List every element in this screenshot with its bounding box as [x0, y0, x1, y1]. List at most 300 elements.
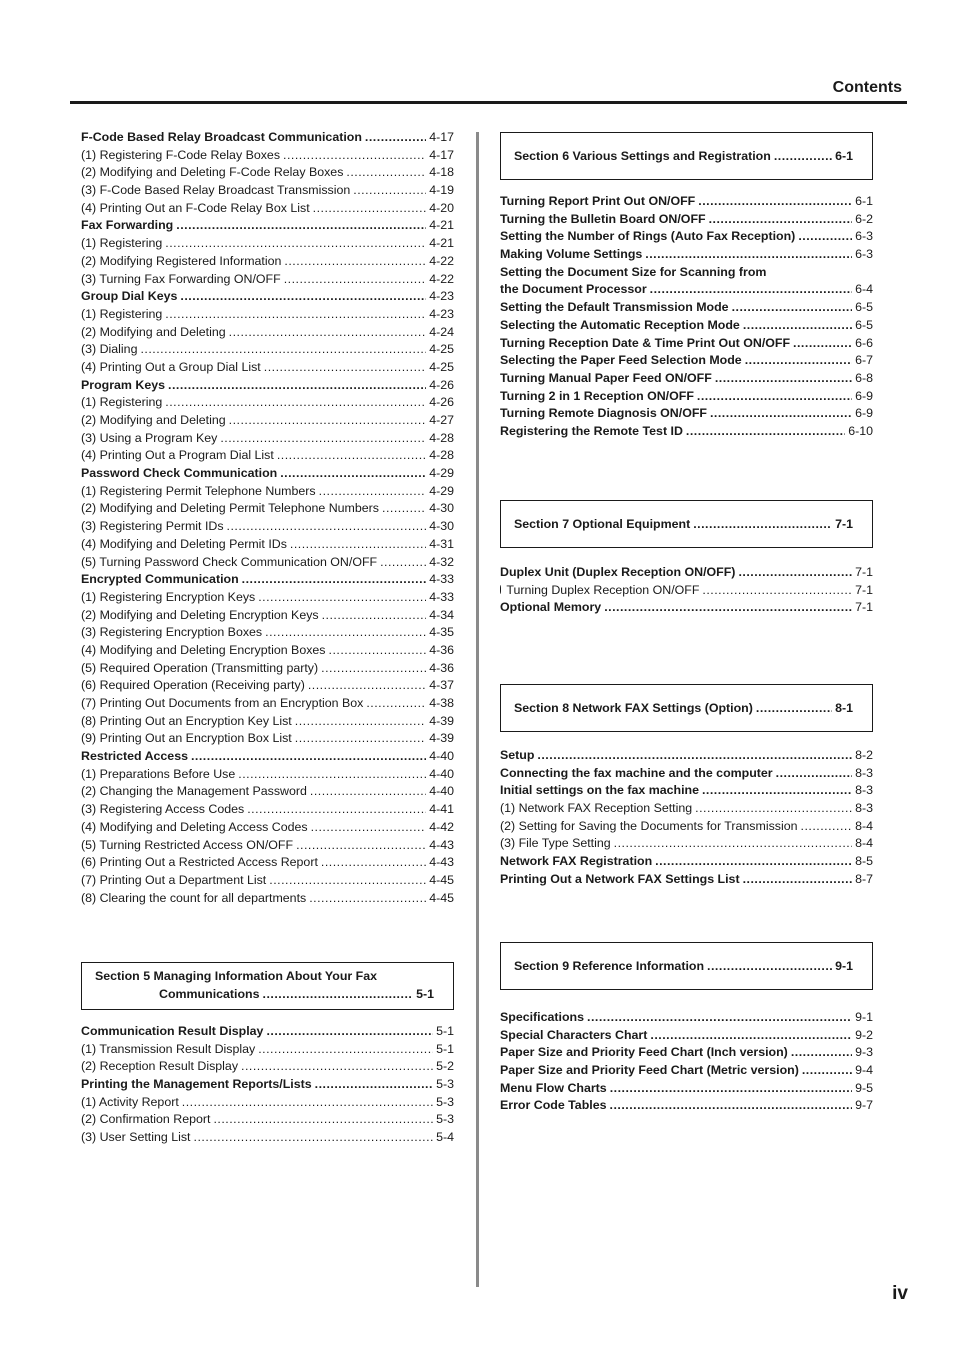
toc-entry[interactable] [81, 378, 454, 396]
toc-entry[interactable] [500, 801, 873, 819]
header-rule [70, 101, 907, 104]
dot-leader [791, 1045, 852, 1059]
toc-entry-label: (3) Registering Access Codes [81, 802, 245, 817]
toc-entry[interactable] [500, 424, 873, 442]
toc-entry-page: 8-4 [855, 818, 873, 833]
toc-entry[interactable] [500, 229, 873, 247]
dot-leader [247, 802, 426, 816]
toc-entry[interactable] [81, 802, 454, 820]
toc-entry-page: 8-2 [855, 748, 873, 762]
toc-entry[interactable] [81, 784, 454, 802]
dot-leader [180, 289, 426, 303]
bullet-icon [500, 585, 501, 594]
section-7-label: Section 7 Optional Equipment [514, 517, 691, 531]
dot-leader [650, 1028, 852, 1042]
dot-leader [220, 431, 426, 445]
toc-entry-label: (4) Modifying and Deleting Permit IDs [81, 536, 287, 551]
toc-entry-page: 4-32 [429, 554, 454, 569]
toc-entry[interactable] [500, 783, 873, 801]
dot-leader [382, 501, 426, 515]
toc-entry[interactable] [81, 1095, 454, 1113]
toc-entry-page: 8-5 [855, 854, 873, 869]
toc-entry-label: (2) Modifying and Deleting [81, 324, 226, 339]
toc-entry-label: Selecting the Paper Feed Selection Mode [500, 353, 742, 368]
toc-entry-page: 4-41 [429, 802, 454, 817]
toc-entry-page: 4-29 [429, 483, 454, 498]
toc-entry-label: (1) Registering [81, 306, 163, 321]
dot-leader [802, 1063, 852, 1077]
toc-entry-label: (2) Modifying Registered Information [81, 253, 282, 268]
toc-entry[interactable] [81, 731, 454, 749]
dot-leader [537, 748, 852, 762]
toc-entry[interactable] [81, 413, 454, 431]
toc-entry-page: 6-2 [855, 211, 873, 226]
section-9-page: 9-1 [835, 959, 853, 973]
dot-leader [774, 149, 832, 163]
toc-entry[interactable] [500, 212, 873, 230]
toc-entry[interactable] [81, 254, 454, 272]
toc-entry-page: 7-1 [855, 600, 873, 615]
toc-entry-label: Error Code Tables [500, 1098, 607, 1113]
toc-entry-page: 8-4 [855, 836, 873, 851]
dot-leader [604, 600, 852, 614]
toc-entry[interactable] [81, 555, 454, 573]
dot-leader [380, 555, 426, 569]
toc-entry[interactable] [500, 389, 873, 407]
toc-entry-page: 4-27 [429, 413, 454, 427]
dot-leader [698, 194, 852, 208]
toc-entry-label: Turning 2 in 1 Reception ON/OFF [500, 388, 694, 403]
toc-entry-label: (2) Modifying and Deleting F-Code Relay Boxes [81, 165, 344, 180]
toc-entry-label: (3) File Type Setting [500, 836, 611, 851]
dot-leader [695, 801, 852, 815]
dot-leader [321, 855, 426, 869]
toc-entry[interactable] [81, 696, 454, 714]
toc-entry-page: 5-3 [436, 1077, 454, 1092]
dot-leader [707, 959, 832, 973]
toc-entry-label: Fax Forwarding [81, 218, 174, 233]
toc-entry[interactable] [81, 767, 454, 785]
toc-entry-page: 4-28 [429, 430, 454, 445]
toc-entry-page: 4-29 [429, 466, 454, 481]
toc-entry-page: 4-45 [429, 890, 454, 905]
toc-entry[interactable] [81, 165, 454, 183]
toc-entry[interactable] [81, 608, 454, 626]
dot-leader [165, 236, 426, 250]
column-divider [476, 132, 479, 1287]
toc-entry-label: Turning Manual Paper Feed ON/OFF [500, 370, 712, 385]
dot-leader [610, 1081, 852, 1095]
toc-entry[interactable] [81, 466, 454, 484]
dot-leader [366, 696, 426, 710]
toc-entry-label: (3) Registering Encryption Boxes [81, 625, 263, 640]
toc-entry-label: (5) Turning Restricted Access ON/OFF [81, 837, 294, 852]
toc-entry-page: 6-3 [855, 247, 873, 262]
section-7-toc-list [500, 565, 873, 618]
toc-entry-label: (6) Required Operation (Receiving party) [81, 678, 305, 693]
toc-entry-page: 4-23 [429, 306, 454, 321]
toc-entry-label: (7) Printing Out a Department List [81, 872, 267, 887]
toc-entry[interactable] [500, 854, 873, 872]
toc-entry-page: 9-4 [855, 1063, 873, 1078]
toc-entry-page: 8-3 [855, 765, 873, 780]
toc-entry[interactable] [500, 371, 873, 389]
toc-entry[interactable] [500, 819, 873, 837]
toc-entry-label: Turning Remote Diagnosis ON/OFF [500, 406, 707, 421]
toc-entry-page: 4-35 [429, 625, 454, 640]
toc-entry-label: (1) Registering [81, 236, 163, 251]
dot-leader [309, 891, 426, 905]
dot-leader [686, 424, 845, 438]
toc-entry-label: (7) Printing Out Documents from an Encryption Box [81, 696, 364, 710]
toc-entry-label: Communication Result Display [81, 1024, 264, 1038]
toc-entry[interactable] [500, 600, 873, 618]
toc-entry-label: Paper Size and Priority Feed Chart (Metric version) [500, 1063, 799, 1078]
toc-entry-label: Group Dial Keys [81, 289, 178, 304]
toc-entry-label: (1) Registering Encryption Keys [81, 589, 256, 604]
toc-entry-label: (6) Printing Out a Restricted Access Report [81, 855, 318, 870]
toc-entry-page: 7-1 [855, 565, 873, 579]
toc-entry[interactable] [81, 838, 454, 856]
toc-entry-page: 4-40 [429, 784, 454, 799]
toc-entry-label: Password Check Communication [81, 466, 278, 481]
toc-entry[interactable] [500, 353, 873, 371]
section-5-title-line2 [95, 987, 434, 1001]
toc-entry[interactable] [500, 194, 873, 212]
dot-leader [702, 583, 852, 597]
toc-entry-label: (1) Registering Permit Telephone Numbers [81, 483, 316, 498]
dot-leader [715, 371, 852, 385]
toc-entry[interactable] [81, 448, 454, 466]
toc-entry[interactable] [81, 625, 454, 643]
toc-entry-page: 4-43 [429, 855, 454, 870]
dot-leader [213, 1112, 433, 1126]
toc-entry-page: 4-20 [429, 200, 454, 215]
toc-entry-page: 4-40 [429, 749, 454, 764]
toc-entry[interactable] [500, 1081, 873, 1099]
page-number: iv [892, 1283, 908, 1304]
toc-entry[interactable] [500, 565, 873, 583]
dot-leader [168, 378, 426, 392]
dot-leader [365, 130, 426, 144]
toc-entry[interactable] [81, 855, 454, 873]
left-toc-list [81, 130, 454, 908]
toc-entry-page: 6-5 [855, 317, 873, 332]
toc-entry[interactable] [81, 643, 454, 661]
toc-entry[interactable] [81, 1112, 454, 1130]
dot-leader [793, 336, 852, 350]
toc-entry-page: 7-1 [855, 582, 873, 597]
toc-entry-page: 4-36 [429, 642, 454, 657]
toc-entry-page: 5-2 [436, 1059, 454, 1074]
toc-entry-label: Selecting the Automatic Reception Mode [500, 317, 740, 332]
toc-entry-page: 4-23 [429, 289, 454, 304]
toc-entry-label: (9) Printing Out an Encryption Box List [81, 731, 292, 746]
toc-entry-page: 9-1 [855, 1010, 873, 1024]
toc-entry[interactable] [81, 325, 454, 343]
dot-leader [353, 183, 426, 197]
toc-entry-page: 4-24 [429, 324, 454, 339]
toc-entry-label: (3) Turning Fax Forwarding ON/OFF [81, 271, 281, 286]
section-9-toc-list [500, 1010, 873, 1116]
toc-entry-page: 4-30 [429, 501, 454, 516]
toc-entry-page: 4-28 [429, 448, 454, 463]
toc-entry[interactable] [81, 661, 454, 679]
dot-leader [732, 300, 853, 314]
toc-entry-label: Paper Size and Priority Feed Chart (Inch version) [500, 1045, 788, 1060]
toc-entry[interactable] [81, 714, 454, 732]
dot-leader [745, 353, 852, 367]
dot-leader [308, 678, 426, 692]
toc-entry-label: Making Volume Settings [500, 247, 643, 262]
dot-leader [321, 661, 426, 675]
dot-leader [614, 836, 852, 850]
toc-entry-page: 6-5 [855, 300, 873, 315]
dot-leader [194, 1130, 434, 1144]
toc-entry[interactable] [81, 873, 454, 891]
toc-entry-page: 6-9 [855, 406, 873, 421]
toc-entry-page: 6-7 [855, 353, 873, 368]
toc-entry[interactable] [500, 1010, 873, 1028]
toc-entry-label: (3) Dialing [81, 342, 138, 357]
dot-leader [776, 766, 852, 780]
toc-entry-page: 4-17 [429, 130, 454, 144]
toc-entry-page: 6-4 [855, 282, 873, 297]
dot-leader [319, 484, 427, 498]
section-5-label: Communications [159, 987, 260, 1001]
toc-entry[interactable] [500, 1063, 873, 1081]
toc-entry-label: (4) Printing Out a Group Dial List [81, 359, 261, 374]
toc-entry[interactable] [81, 537, 454, 555]
dot-leader [165, 307, 426, 321]
toc-entry[interactable] [81, 1059, 454, 1077]
toc-entry[interactable] [81, 183, 454, 201]
toc-entry-label: Connecting the fax machine and the computer [500, 765, 773, 780]
toc-entry-label: Turning Duplex Reception ON/OFF [506, 582, 700, 597]
section-6-box[interactable] [500, 132, 873, 180]
toc-entry-label: Printing the Management Reports/Lists [81, 1077, 312, 1092]
toc-entry[interactable] [81, 218, 454, 236]
toc-entry-label: (2) Modifying and Deleting Encryption Keys [81, 607, 319, 622]
toc-entry-page: 9-2 [855, 1027, 873, 1042]
toc-entry-page: 4-25 [429, 359, 454, 374]
toc-entry-label: Turning Report Print Out ON/OFF [500, 194, 696, 208]
toc-entry-page: 5-3 [436, 1094, 454, 1109]
dot-leader [277, 448, 426, 462]
toc-entry[interactable] [81, 484, 454, 502]
toc-entry-page: 6-6 [855, 335, 873, 350]
section-9-title [514, 959, 853, 973]
dot-leader [709, 212, 853, 226]
toc-entry[interactable] [500, 282, 873, 300]
dot-leader [650, 282, 852, 296]
toc-entry[interactable] [81, 148, 454, 166]
toc-entry-label: Setting the Number of Rings (Auto Fax Reception) [500, 229, 796, 244]
dot-leader [265, 625, 426, 639]
toc-entry-page: 4-38 [429, 696, 454, 710]
toc-entry[interactable] [500, 265, 873, 283]
toc-entry-label: F-Code Based Relay Broadcast Communication [81, 130, 362, 144]
toc-entry-page: 4-33 [429, 572, 454, 587]
toc-entry-label: (1) Preparations Before Use [81, 766, 236, 781]
toc-entry[interactable] [500, 748, 873, 766]
toc-entry-page: 4-30 [429, 519, 454, 534]
toc-entry[interactable] [81, 891, 454, 909]
section-9-label: Section 9 Reference Information [514, 959, 705, 973]
toc-entry-label: (3) User Setting List [81, 1130, 191, 1145]
toc-entry-label: Registering the Remote Test ID [500, 423, 683, 438]
toc-entry[interactable] [81, 572, 454, 590]
toc-entry-label: (1) Registering [81, 395, 163, 410]
toc-entry[interactable] [500, 1098, 873, 1116]
toc-entry-page: 4-34 [429, 607, 454, 622]
toc-entry-label: Encrypted Communication [81, 572, 239, 587]
toc-entry[interactable] [500, 836, 873, 854]
toc-entry-page: 4-19 [429, 183, 454, 198]
dot-leader [182, 1095, 433, 1109]
dot-leader [258, 1042, 433, 1056]
toc-entry[interactable] [500, 336, 873, 354]
toc-entry[interactable] [500, 406, 873, 424]
toc-entry-page: 6-8 [855, 370, 873, 385]
toc-entry[interactable] [81, 519, 454, 537]
toc-entry-page: 4-25 [429, 342, 454, 357]
dot-leader [284, 254, 426, 268]
toc-entry-page: 4-43 [429, 837, 454, 852]
toc-entry-page: 8-7 [855, 871, 873, 886]
toc-entry[interactable] [81, 1077, 454, 1095]
section-7-page: 7-1 [835, 517, 853, 531]
toc-entry-page: 4-22 [429, 253, 454, 268]
toc-entry-label: (2) Confirmation Report [81, 1112, 211, 1127]
toc-entry-page: 8-3 [855, 801, 873, 816]
toc-entry[interactable] [500, 872, 873, 890]
toc-entry[interactable] [500, 583, 873, 601]
toc-entry[interactable] [81, 289, 454, 307]
toc-entry[interactable] [81, 395, 454, 413]
dot-leader [264, 360, 426, 374]
section-8-toc-list [500, 748, 873, 890]
section-6-toc-list [500, 194, 873, 442]
toc-entry[interactable] [81, 201, 454, 219]
section-5-box[interactable] [81, 962, 454, 1010]
toc-entry-label: Network FAX Registration [500, 854, 653, 869]
dot-leader [738, 565, 852, 579]
dot-leader [756, 701, 832, 715]
section-6-page: 6-1 [835, 149, 853, 163]
toc-entry[interactable] [81, 749, 454, 767]
toc-entry[interactable] [500, 247, 873, 265]
toc-entry-label: Turning Reception Date & Time Print Out ON/OFF [500, 335, 791, 350]
toc-entry-label: (2) Reception Result Display [81, 1059, 239, 1074]
toc-entry-page: 4-31 [429, 536, 454, 551]
dot-leader [798, 229, 852, 243]
dot-leader [322, 608, 427, 622]
dot-leader [241, 1059, 433, 1073]
toc-entry[interactable] [81, 130, 454, 148]
toc-entry[interactable] [81, 1130, 454, 1148]
dot-leader [310, 784, 426, 798]
toc-entry-page: 6-3 [855, 229, 873, 244]
toc-entry-page: 9-7 [855, 1098, 873, 1113]
toc-entry[interactable] [81, 590, 454, 608]
dot-leader [313, 201, 427, 215]
dot-leader [697, 389, 852, 403]
toc-entry[interactable] [500, 318, 873, 336]
toc-entry[interactable] [500, 1045, 873, 1063]
toc-entry-label: (2) Modifying and Deleting Permit Telephone Numbers [81, 501, 379, 516]
dot-leader [238, 767, 426, 781]
toc-entry-page: 6-10 [848, 423, 873, 438]
section-9-box[interactable] [500, 942, 873, 990]
toc-entry-label: (1) Transmission Result Display [81, 1041, 256, 1056]
dot-leader [610, 1098, 853, 1112]
dot-leader [710, 406, 852, 420]
section-8-title [514, 701, 853, 715]
toc-entry-page: 4-36 [429, 660, 454, 675]
toc-entry[interactable] [500, 766, 873, 784]
toc-entry[interactable] [81, 360, 454, 378]
dot-leader [329, 643, 427, 657]
toc-entry-page: 6-9 [855, 388, 873, 403]
toc-entry[interactable] [81, 431, 454, 449]
toc-entry[interactable] [81, 342, 454, 360]
toc-entry[interactable] [81, 272, 454, 290]
toc-entry-label: (4) Modifying and Deleting Access Codes [81, 819, 308, 834]
toc-entry[interactable] [81, 307, 454, 325]
toc-entry-page: 5-1 [436, 1024, 454, 1038]
toc-entry[interactable] [81, 820, 454, 838]
dot-leader [801, 819, 853, 833]
toc-entry-label: (8) Printing Out an Encryption Key List [81, 713, 292, 728]
toc-entry[interactable] [81, 1024, 454, 1042]
section-8-label: Section 8 Network FAX Settings (Option) [514, 701, 753, 715]
toc-entry-page: 4-33 [429, 589, 454, 604]
dot-leader [266, 1024, 433, 1038]
dot-leader [702, 783, 852, 797]
toc-entry-label: Menu Flow Charts [500, 1080, 607, 1095]
toc-entry-label: (3) Registering Permit IDs [81, 519, 224, 534]
section-6-label: Section 6 Various Settings and Registration [514, 149, 771, 163]
toc-entry[interactable] [81, 678, 454, 696]
toc-entry-label: (2) Setting for Saving the Documents for Transmission [500, 818, 798, 833]
toc-entry-page: 4-39 [429, 713, 454, 728]
toc-entry-page: 4-17 [429, 147, 454, 162]
toc-entry-label: Restricted Access [81, 749, 188, 764]
toc-entry-label: (5) Required Operation (Transmitting party) [81, 660, 319, 675]
toc-entry-label: Setup [500, 748, 535, 762]
toc-entry-page: 9-3 [855, 1045, 873, 1060]
toc-entry-label: Specifications [500, 1010, 585, 1024]
section-5-page: 5-1 [416, 987, 434, 1001]
toc-entry-page: 4-21 [429, 218, 454, 233]
section-7-box[interactable] [500, 500, 873, 548]
toc-entry[interactable] [500, 300, 873, 318]
dot-leader [284, 272, 427, 286]
toc-entry[interactable] [81, 1042, 454, 1060]
section-6-title [514, 149, 853, 163]
toc-entry-label: Special Characters Chart [500, 1027, 648, 1042]
toc-entry[interactable] [81, 236, 454, 254]
toc-entry-label: (2) Changing the Management Password [81, 784, 307, 799]
dot-leader [346, 165, 426, 179]
section-8-box[interactable] [500, 684, 873, 732]
toc-entry[interactable] [81, 501, 454, 519]
toc-entry[interactable] [500, 1028, 873, 1046]
dot-leader [315, 1077, 433, 1091]
dot-leader [743, 318, 852, 332]
toc-entry-label: Initial settings on the fax machine [500, 783, 699, 798]
